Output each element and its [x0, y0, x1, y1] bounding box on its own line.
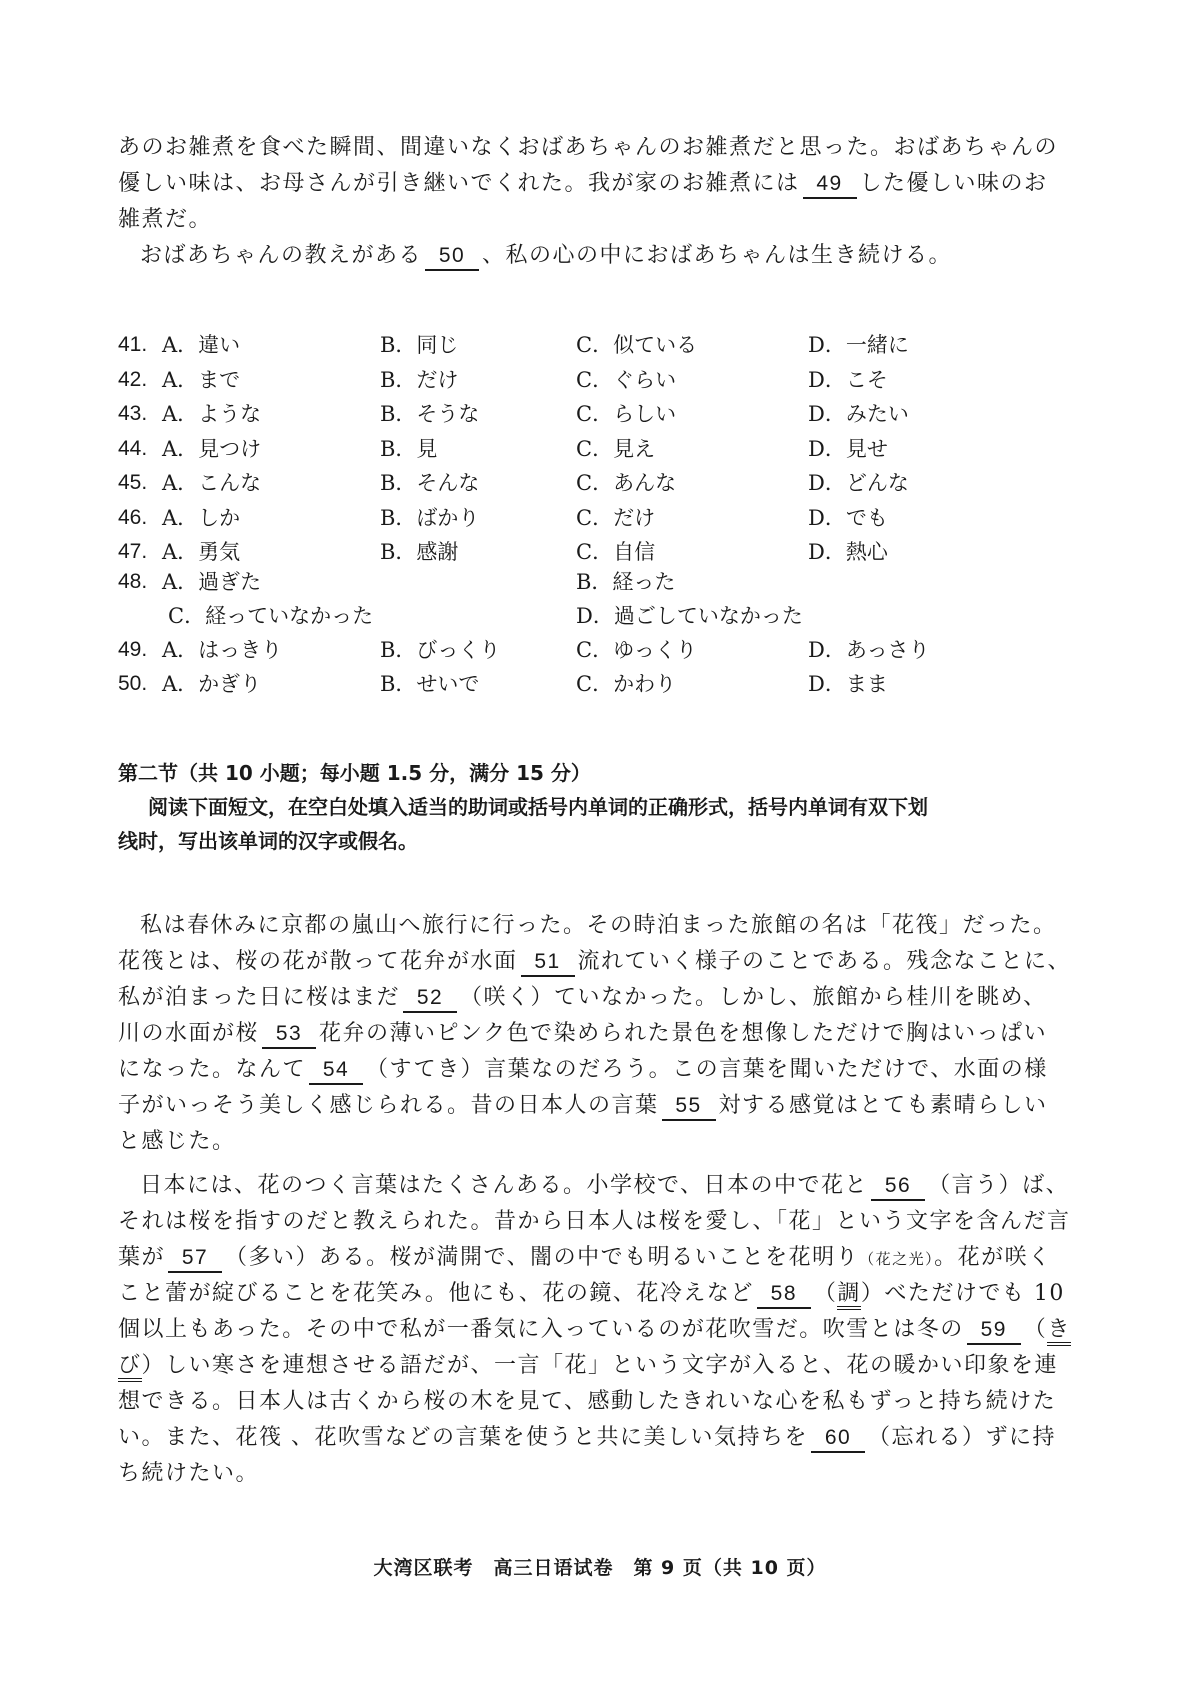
- passage2-line13: び）しい寒さを連想させる語だが、一言「花」という文字が入ると、花の暖かい印象を連: [118, 1348, 1058, 1384]
- option-a[interactable]: A．こんな: [162, 471, 262, 495]
- option-b[interactable]: B．見: [380, 436, 438, 461]
- double-underlined-word-58: 調: [837, 1281, 861, 1310]
- passage1-line1: あのお雑煮を食べた瞬間、間違いなくおばあちゃんのお雑煮だと思った。おばあちゃんの: [118, 135, 1059, 160]
- option-d[interactable]: D．熱心: [808, 540, 888, 564]
- option-d[interactable]: D．まま: [808, 672, 888, 696]
- question-number: 50.: [118, 672, 148, 695]
- option-b[interactable]: B．せいで: [380, 672, 480, 696]
- option-48-d[interactable]: D．過ごしていなかった: [576, 604, 803, 628]
- section2-instruction-2: 线时，写出该单词的汉字或假名。: [118, 829, 418, 853]
- question-number: 49.: [118, 638, 148, 661]
- passage2-line3: 私が泊まった日に桜はまだ 52 （咲く）ていなかった。しかし、旅館から桂川を眺め、: [118, 980, 1058, 1016]
- blank-59[interactable]: 59: [967, 1317, 1021, 1345]
- section2-instruction-1: 阅读下面短文，在空白处填入适当的助词或括号内单词的正确形式，括号内单词有双下划: [148, 795, 928, 819]
- option-b[interactable]: B．感謝: [380, 540, 459, 564]
- passage2-line7: と感じた。: [118, 1129, 236, 1154]
- option-a[interactable]: A．ような: [162, 402, 262, 426]
- option-d[interactable]: D．あっさり: [808, 638, 930, 662]
- question-41: [118, 327, 1058, 363]
- option-a[interactable]: A．勇気: [162, 540, 241, 564]
- passage2-line5: になった。なんて 54 （すてき）言葉なのだろう。この言葉を聞いただけで、水面の様: [118, 1052, 1058, 1088]
- passage2-line6: 子がいっそう美しく感じられる。昔の日本人の言葉 55 対する感覚はとても素晴らしい: [118, 1088, 1058, 1124]
- blank-50[interactable]: 50: [425, 243, 479, 271]
- option-b[interactable]: B．同じ: [380, 333, 459, 357]
- question-43: [118, 396, 1058, 432]
- option-a[interactable]: A．かぎり: [162, 672, 262, 696]
- option-c[interactable]: C．ゆっくり: [576, 638, 697, 662]
- option-a[interactable]: A．はっきり: [162, 638, 283, 662]
- option-c[interactable]: C．かわり: [576, 672, 677, 696]
- option-d[interactable]: D．みたい: [808, 402, 909, 426]
- passage2-line15: い。また、花筏 、花吹雪などの言葉を使うと共に美しい気持ちを 60 （忘れる）ずに持: [118, 1420, 1058, 1456]
- blank-52[interactable]: 52: [403, 985, 457, 1013]
- question-48-cont: [118, 598, 1058, 634]
- question-44: [118, 431, 1058, 467]
- option-c[interactable]: C．自信: [576, 540, 656, 564]
- option-d[interactable]: D．こそ: [808, 367, 888, 392]
- question-number: 45.: [118, 471, 148, 494]
- double-underlined-word-59a: き: [1047, 1317, 1071, 1346]
- question-number: 43.: [118, 402, 148, 425]
- blank-55[interactable]: 55: [662, 1093, 716, 1121]
- question-number: 44.: [118, 436, 148, 460]
- passage2-line16: ち続けたい。: [118, 1461, 260, 1486]
- question-48: 48. A．過ぎた B．経った: [118, 564, 1058, 600]
- page-footer: 大湾区联考 高三日语试卷 第 9 页（共 10 页）: [373, 1557, 827, 1579]
- option-d[interactable]: D．一緒に: [808, 333, 909, 357]
- blank-54[interactable]: 54: [309, 1057, 363, 1085]
- blank-53[interactable]: 53: [262, 1021, 316, 1049]
- passage2-line11: こと蕾が綻びることを花笑み。他にも、花の鏡、花冷えなど 58 （調）べただけでも 10: [118, 1276, 1058, 1312]
- question-45: [118, 465, 1058, 501]
- blank-60[interactable]: 60: [811, 1425, 865, 1453]
- option-c[interactable]: C．あんな: [576, 471, 677, 495]
- blank-58[interactable]: 58: [757, 1281, 811, 1309]
- option-a[interactable]: A．しか: [162, 505, 241, 530]
- option-c[interactable]: C．ぐらい: [576, 367, 677, 392]
- blank-57[interactable]: 57: [168, 1245, 222, 1273]
- option-c[interactable]: C．だけ: [576, 505, 656, 530]
- passage2-line2: 花筏とは、桜の花が散って花弁が水面 51 流れていく様子のことである。残念なことに、: [118, 944, 1058, 980]
- passage2-line10: 葉が 57 （多い）ある。桜が満開で、闇の中でも明るいことを花明り（花之光）。花が咲く: [118, 1240, 1058, 1277]
- option-48-c[interactable]: C．経っていなかった: [168, 604, 374, 628]
- option-c[interactable]: C．見え: [576, 436, 656, 461]
- question-number: 42.: [118, 367, 148, 391]
- question-49: [118, 632, 1058, 668]
- option-d[interactable]: D．どんな: [808, 471, 909, 495]
- passage2-line4: 川の水面が桜 53 花弁の薄いピンク色で染められた景色を想像しただけで胸はいっぱい: [118, 1016, 1058, 1052]
- section2-title: 第二节（共 10 小题；每小题 1.5 分，满分 15 分）: [118, 761, 591, 785]
- option-a[interactable]: A．まで: [162, 367, 241, 392]
- option-b[interactable]: B．そうな: [380, 402, 480, 426]
- option-b[interactable]: B．だけ: [380, 367, 459, 392]
- option-a[interactable]: A．違い: [162, 333, 241, 357]
- option-c[interactable]: C．似ている: [576, 333, 698, 357]
- passage2-line1: 私は春休みに京都の嵐山へ旅行に行った。その時泊まった旅館の名は「花筏」だった。: [140, 913, 1057, 938]
- passage1-line4: おばあちゃんの教えがある 50 、私の心の中におばあちゃんは生き続ける。: [140, 238, 1080, 274]
- blank-56[interactable]: 56: [871, 1173, 925, 1201]
- passage1-line2: 優しい味は、お母さんが引き継いでくれた。我が家のお雑煮には 49 した優しい味のお: [118, 166, 1058, 202]
- question-46: [118, 500, 1058, 536]
- option-a[interactable]: A．見つけ: [162, 436, 262, 461]
- passage1-line3: 雑煮だ。: [118, 207, 213, 232]
- option-b[interactable]: B．びっくり: [380, 638, 501, 662]
- option-c[interactable]: C．らしい: [576, 402, 677, 426]
- blank-51[interactable]: 51: [521, 949, 575, 977]
- blank-49[interactable]: 49: [803, 171, 857, 199]
- passage2-line8: 日本には、花のつく言葉はたくさんある。小学校で、日本の中で花と 56 （言う）ば、: [140, 1168, 1080, 1204]
- option-b[interactable]: B．ばかり: [380, 505, 480, 530]
- option-48-a[interactable]: A．過ぎた: [162, 570, 262, 594]
- question-number: 46.: [118, 505, 148, 529]
- double-underlined-word-59b: び: [118, 1353, 142, 1382]
- option-b[interactable]: B．そんな: [380, 471, 480, 495]
- question-number: 41.: [118, 333, 148, 356]
- question-50: [118, 666, 1058, 702]
- option-d[interactable]: D．でも: [808, 505, 888, 530]
- passage2-line12: 個以上もあった。その中で私が一番気に入っているのが花吹雪だ。吹雪とは冬の 59 （き: [118, 1312, 1058, 1348]
- question-42: [118, 362, 1058, 398]
- option-d[interactable]: D．見せ: [808, 436, 888, 461]
- passage2-line14: 想できる。日本人は古くから桜の木を見て、感動したきれいな心を私もずっと持ち続けた: [118, 1389, 1057, 1414]
- question-number: 47.: [118, 540, 148, 563]
- option-48-b[interactable]: B．経った: [576, 570, 676, 594]
- passage2-line9: それは桜を指すのだと教えられた。昔から日本人は桜を愛し、「花」という文字を含んだ言: [118, 1209, 1071, 1234]
